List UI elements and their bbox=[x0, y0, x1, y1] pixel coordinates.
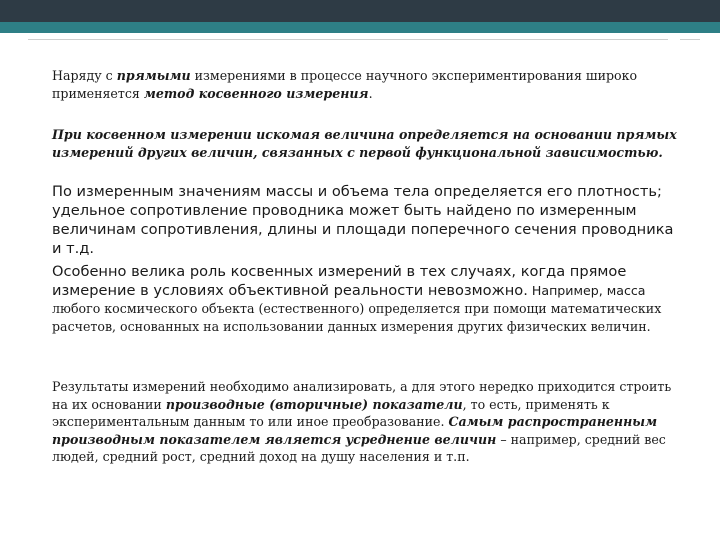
paragraph1-text-a: Наряду с bbox=[52, 68, 117, 83]
paragraph5-bold-averaging: Самым распространенным производным показателем является усреднение величин bbox=[52, 414, 658, 447]
paragraph4-text-a: Особенно велика роль косвенных измерений в тех случаях, когда прямое измерение в условиях объективной реальности невозможно. bbox=[52, 263, 627, 299]
paragraph5-text-b: , то есть, применять к экспериментальным данным то или иное преобразование. bbox=[52, 396, 610, 429]
paragraph-direct-measurement bbox=[52, 67, 677, 102]
paragraph-definition: При косвенном измерении искомая величина определяется на основании прямых измерений других величин, связанных с первой функциональной зависимостью. bbox=[52, 127, 677, 160]
paragraph5-bold-derived: производные (вторичные) показатели bbox=[165, 396, 463, 412]
top-bar bbox=[0, 0, 720, 22]
paragraph1-text-c: . bbox=[368, 85, 373, 101]
divider-line-short bbox=[680, 39, 700, 40]
divider-line bbox=[28, 39, 668, 40]
paragraph5-text-c: – например, средний вес людей, средний рост, средний доход на душу населения и т.п. bbox=[52, 431, 666, 464]
paragraph1-bold-direct: прямыми bbox=[116, 68, 191, 83]
paragraph4-text-c: любого космического объекта (естественного) определяется при помощи математических расчетов, основанных на использовании данных измерения других физических величин. bbox=[52, 301, 662, 334]
paragraph4-text-b: Например, масса bbox=[527, 283, 646, 298]
paragraph1-bold-indirect-method: метод косвенного измерения bbox=[143, 85, 369, 101]
paragraph-importance bbox=[52, 262, 677, 335]
paragraph1-text-b: измерениями в процессе научного экспериментирования широко применяется bbox=[52, 68, 638, 101]
paragraph5-text-a: Результаты измерений необходимо анализировать, а для этого нередко приходится строить на их основании bbox=[52, 379, 672, 412]
accent-band bbox=[0, 22, 720, 33]
paragraph-derived-indicators bbox=[52, 378, 677, 466]
paragraph-examples: По измеренным значениям массы и объема тела определяется его плотность; удельное сопротивление проводника может быть найдено по измеренным величинам сопротивления, длины и площади поперечного сечения проводника и т.д. bbox=[52, 183, 674, 257]
